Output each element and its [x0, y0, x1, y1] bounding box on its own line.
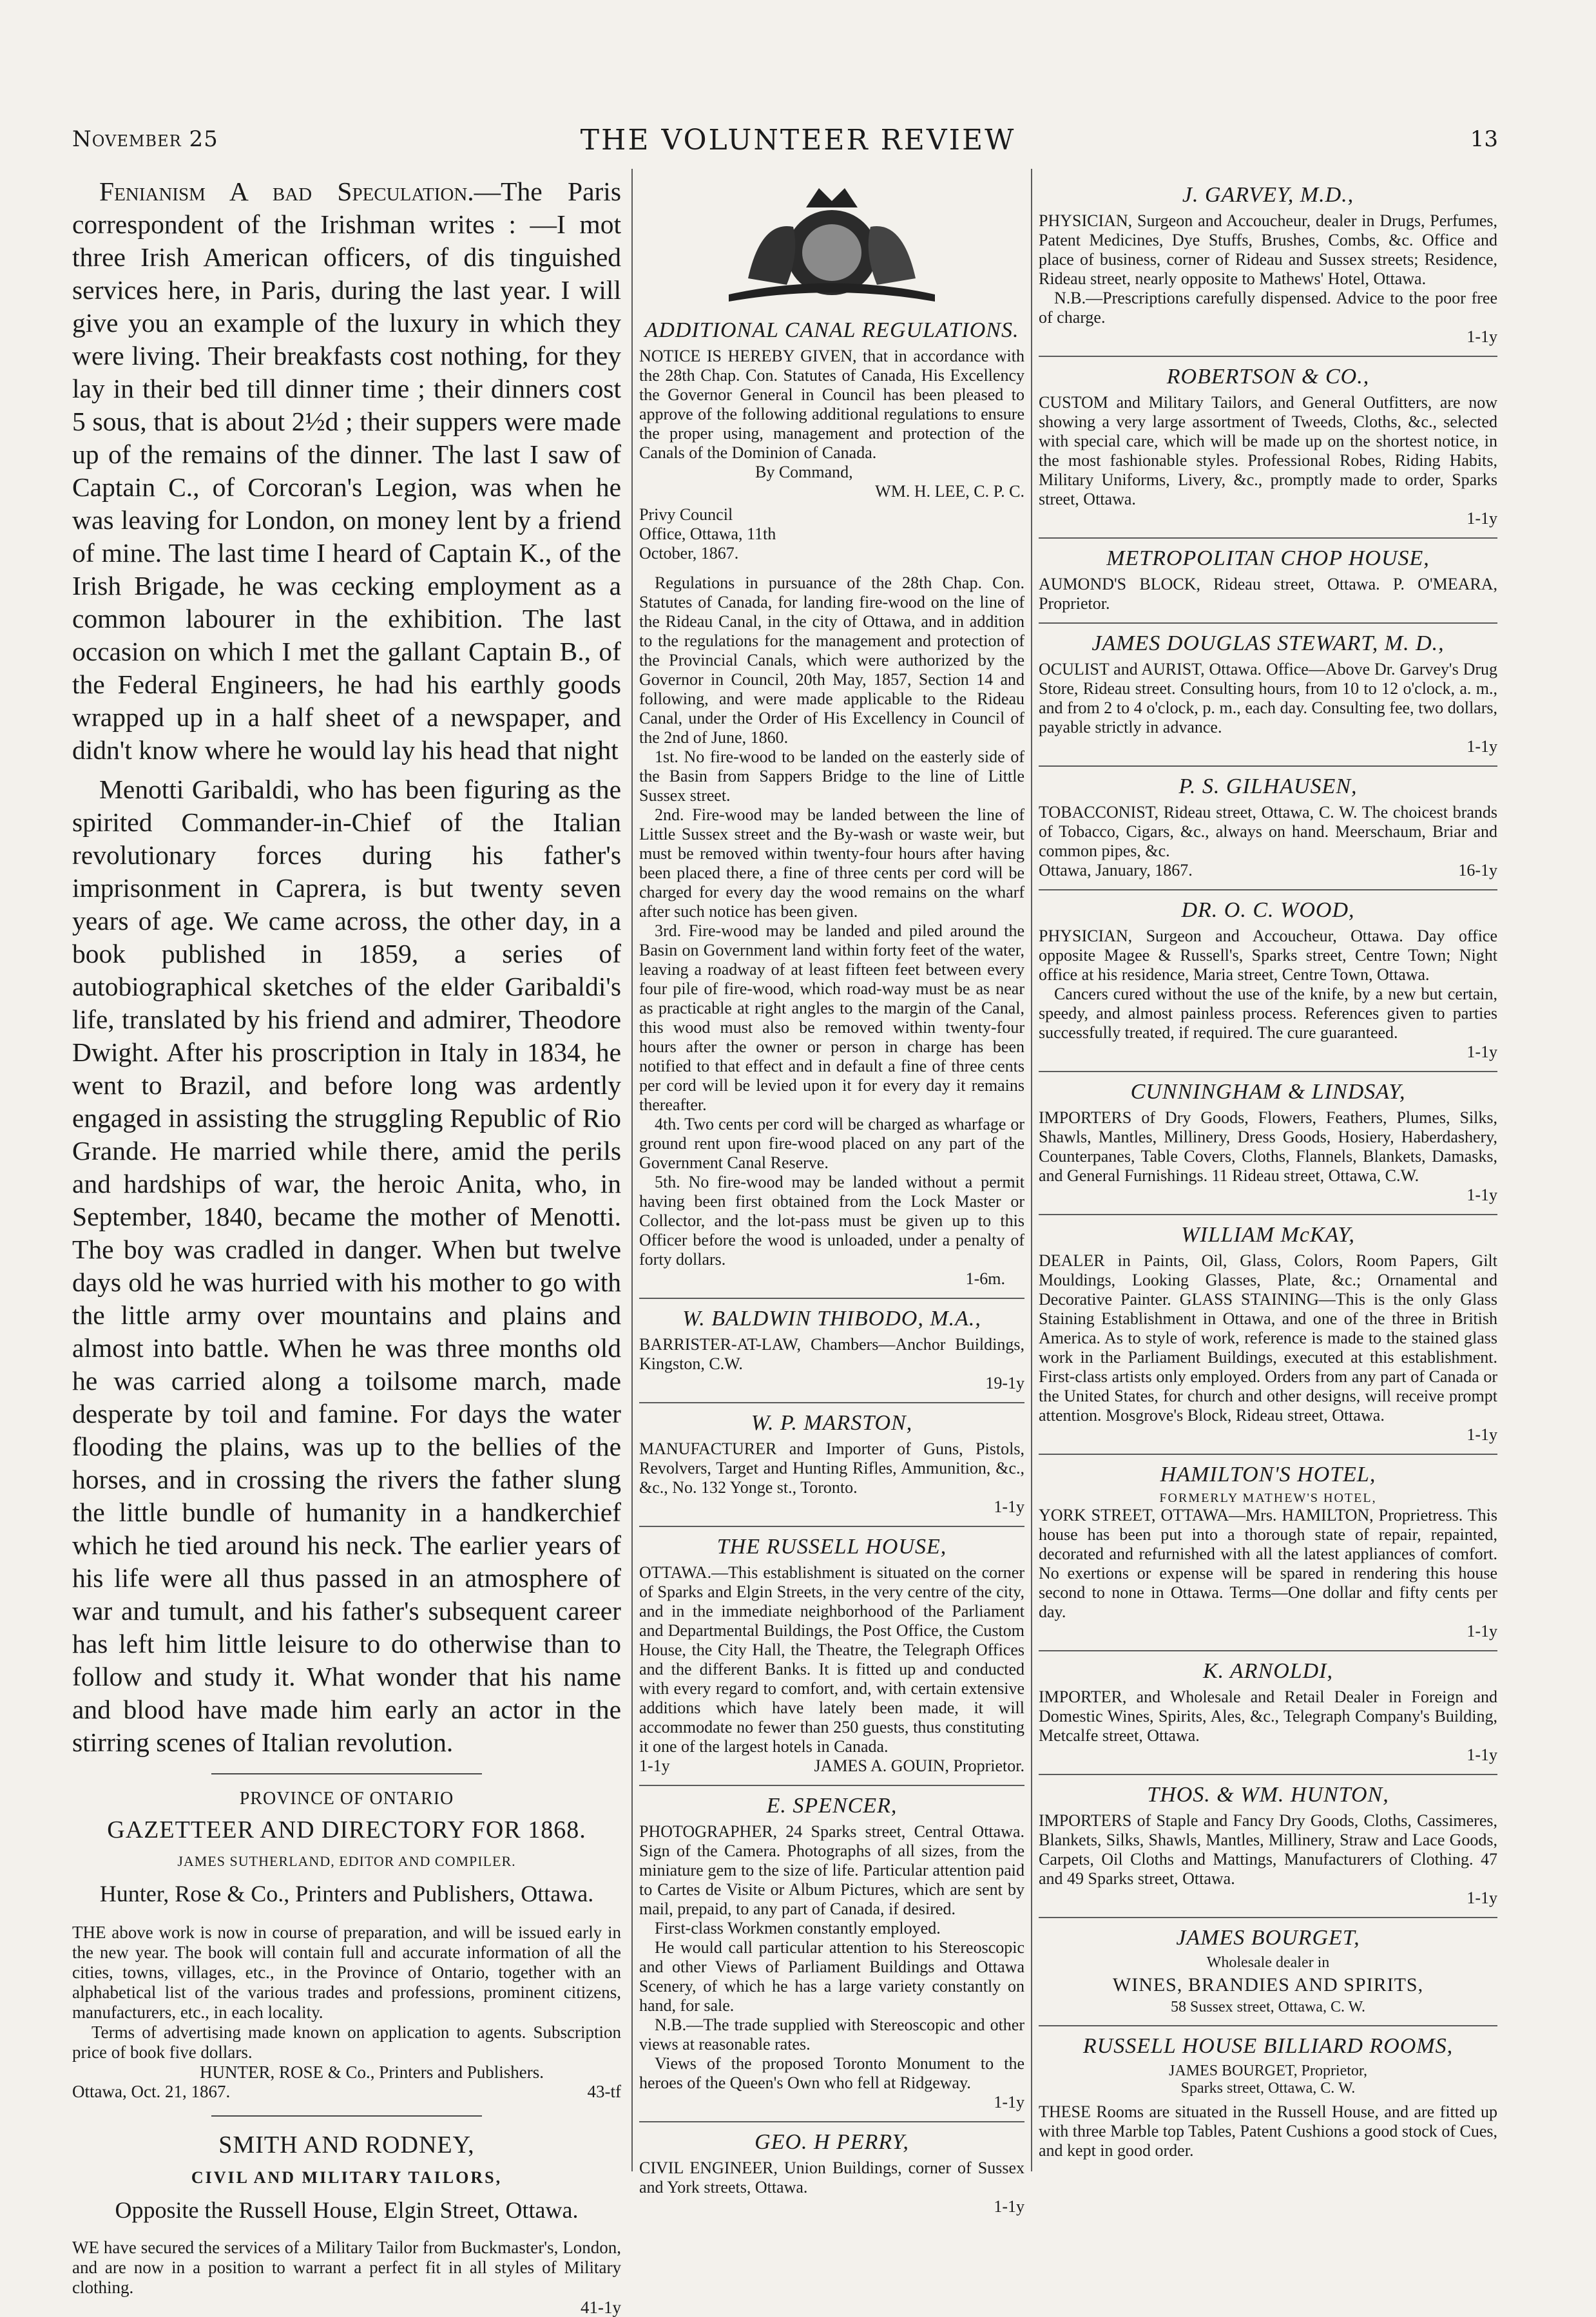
hamilton-hotel-ad [1039, 1455, 1497, 1651]
perry-body: CIVIL ENGINEER, Union Buildings, corner of Sussex and York streets, Ottawa. [639, 2158, 1024, 2197]
thibodo-code: 19-1y [985, 1374, 1024, 1392]
billiard-address: Sparks street, Ottawa, C. W. [1180, 2080, 1356, 2097]
canal-by: By Command, [755, 463, 853, 481]
hunton-title: THOS. & WM. HUNTON, [1147, 1783, 1389, 1807]
smith-rodney-sub: CIVIL AND MILITARY TAILORS, [191, 2168, 503, 2187]
russell-footer [639, 1756, 1024, 1776]
column-rule-1 [631, 169, 633, 2171]
canal-notice: NOTICE IS HEREBY GIVEN, that in accordance with the 28th Chap. Con. Statutes of Canada, His Excellency the Governor General in Council has been pleased to approve of the following additional regulations to ensure the proper using, management and protection of the Canals of the Dominion of Canada. [639, 347, 1024, 462]
spencer-body: PHOTOGRAPHER, 24 Sparks street, Central Ottawa. Sign of the Camera. Photographs of all sizes, from the miniature gem to the size of life. Particular attention paid to Cartes de Visite or Album Pictures, which are sent by mail, prepaid, to any part of Canada, if desired. [639, 1822, 1024, 1918]
canal-office: Privy Council Office, Ottawa, 11th October, 1867. [639, 505, 776, 562]
billiard-rooms-ad [1039, 2026, 1497, 2169]
cunningham-title: CUNNINGHAM & LINDSAY, [1130, 1080, 1406, 1104]
garvey-title: J. GARVEY, M.D., [1182, 183, 1354, 207]
bourget-title: JAMES BOURGET, [1176, 1926, 1360, 1950]
canal-regulations [639, 311, 1024, 1299]
chop-body: AUMOND'S BLOCK, Rideau street, Ottawa. P. O'MEARA, Proprietor. [1039, 575, 1497, 613]
canal-regs: Regulations in pursuance of the 28th Chap. Con. Statutes of Canada, for landing fire-wood on the line of the Rideau Canal, in the city of Ottawa, and in addition to the regulations for the management and protection of the Provincial Canals, which were authorized by the Governor in Council, 20th May, 1857, Section 14 and following, and were made applicable to the Rideau Canal, under the Order of His Excellency in Council of the 2nd of June, 1860. [639, 573, 1024, 747]
robertson-body: CUSTOM and Military Tailors, and General Outfitters, are now showing a very large assortment of Tweeds, Cloths, &c., selected with special care, which will be made up on the shortest notice, in the most fashionable styles. Professional Robes, Riding Habits, Military Uniforms, Livery, &c., promptly made to order, Sparks street, Ottawa. [1039, 393, 1497, 508]
gazetteer-publisher: Hunter, Rose & Co., Printers and Publishers, Ottawa. [99, 1881, 594, 1907]
smith-rodney-address: Opposite the Russell House, Elgin Street, Ottawa. [115, 2197, 579, 2223]
hunton-ad [1039, 1775, 1497, 1918]
bourget-sub: Wholesale dealer in [1206, 1954, 1330, 1971]
royal-coat-of-arms [690, 175, 974, 304]
arnoldi-code: 1-1y [1466, 1745, 1497, 1764]
bourget-address: 58 Sussex street, Ottawa, C. W. [1171, 1999, 1365, 2015]
hamilton-sub: FORMERLY MATHEW'S HOTEL, [1159, 1491, 1377, 1505]
stewart-code: 1-1y [1466, 737, 1497, 756]
gilhausen-body: TOBACCONIST, Rideau street, Ottawa, C. W. The choicest brands of Tobacco, Cigars, &c., always on hand. Meerschaum, Briar and common pipes, &c. [1039, 803, 1497, 860]
russell-code: 1-1y [639, 1756, 670, 1775]
robertson-code: 1-1y [1466, 509, 1497, 528]
gilhausen-title: P. S. GILHAUSEN, [1178, 774, 1358, 798]
divider [211, 2115, 482, 2117]
bourget-goods: WINES, BRANDIES AND SPIRITS, [1112, 1974, 1424, 1995]
wood-title: DR. O. C. WOOD, [1181, 898, 1355, 922]
russell-sign: JAMES A. GOUIN, Proprietor. [814, 1756, 1024, 1775]
spencer-line-2: First-class Workmen constantly employed. [655, 1919, 941, 1937]
canal-code: 1-6m. [965, 1269, 1005, 1288]
spencer-ad [639, 1786, 1024, 2122]
gazetteer-terms: Terms of advertising made known on application to agents. Subscription price of book five dollars. [72, 2023, 621, 2062]
column-rule-2 [1031, 169, 1032, 2171]
spencer-title: E. SPENCER, [766, 1794, 898, 1818]
fenianism-article [72, 175, 621, 1759]
perry-title: GEO. H PERRY, [755, 2130, 909, 2154]
gazetteer-sign: HUNTER, ROSE & Co., Printers and Publishers. [199, 2062, 544, 2082]
smith-rodney-body: WE have secured the services of a Military Tailor from Buckmaster's, London, and are now in a position to warrant a perfect fit in all styles of Military clothing. [72, 2238, 621, 2297]
chop-title: METROPOLITAN CHOP HOUSE, [1106, 546, 1430, 570]
russell-title: THE RUSSELL HOUSE, [716, 1535, 947, 1559]
russell-body: OTTAWA.—This establishment is situated on the corner of Sparks and Elgin Streets, in the very centre of the city, and in the immediate neighborhood of the Parliament and Departmental Buildings, the Post Office, the Custom House, the City Hall, the Theatre, the Telegraph Offices and the different Banks. It is fitted up and conducted with every regard to comfort, and, with certain extensive additions which have lately been made, it will accommodate no fewer than 250 guests, thus constituting it one of the largest hotels in Canada. [639, 1563, 1024, 1756]
arnoldi-title: K. ARNOLDI, [1202, 1659, 1334, 1683]
wood-line-2: Cancers cured without the use of the knife, by a new but certain, speedy, and almost painless process. References given to parties successfully treated, if required. The cure guaranteed. [1039, 985, 1497, 1042]
garvey-body: PHYSICIAN, Surgeon and Accoucheur, dealer in Drugs, Perfumes, Patent Medicines, Dye Stuffs, Brushes, Combs, &c. Office and place of business, corner of Rideau and Sussex streets; Residence, Rideau street, nearly opposite to Mathews' Hotel, Ottawa. [1039, 211, 1497, 288]
gilhausen-date: Ottawa, January, 1867. [1039, 861, 1193, 880]
robertson-title: ROBERTSON & CO., [1166, 365, 1370, 389]
stewart-title: JAMES DOUGLAS STEWART, M. D., [1091, 631, 1445, 655]
canal-title: ADDITIONAL CANAL REGULATIONS. [644, 318, 1019, 342]
stewart-ad [1039, 624, 1497, 767]
gazetteer-code: 43-tf [587, 2082, 621, 2101]
chop-house-ad [1039, 539, 1497, 624]
hunton-code: 1-1y [1466, 1889, 1497, 1907]
thibodo-body: BARRISTER-AT-LAW, Chambers—Anchor Buildings, Kingston, C.W. [639, 1335, 1024, 1373]
billiard-proprietor: JAMES BOURGET, Proprietor, [1169, 2062, 1367, 2079]
menotti-article: Menotti Garibaldi, who has been figuring as the spirited Commander-in-Chief of the Italian revolutionary forces during his father's imprisonment in Caprera, is but twenty seven years of age. We came across, the other day, in a book published in 1859, a series of autobiographical sketches of the elder Garibaldi's life, translated by his friend and admirer, Theodore Dwight. After his proscription in Italy in 1834, he went to Brazil, and before long was ardently engaged in assisting the struggling Republic of Rio Grande. He married while there, amid the perils and hardships of war, the heroic Anita, who, in September, 1840, became the mother of Menotti. The boy was cradled in danger. When but twelve days old he was hurried with his mother to go with the little army over mountains and plains and almost into battle. When he was three months old he was carried along a toilsome march, made desperate by toil and famine. For days the water flooding the plains, was up to the bellies of the horses, and in crossing the rivers the father slung the little bundle of humanity in a handkerchief which he tied around his neck. The earlier years of his life were all thus passed in an atmosphere of war and tumult, and his father's subsequent career has left him little leisure to do otherwise than to follow and study it. What wonder that his name and blood have made him early an actor in the stirring scenes of Italian revolution. [72, 774, 621, 1757]
masthead-title: THE VOLUNTEER REVIEW [580, 124, 1016, 157]
spencer-line-5: Views of the proposed Toronto Monument to the heroes of the Queen's Own who fell at Ridgeway. [639, 2054, 1024, 2092]
gazetteer-footer [72, 2082, 621, 2101]
canal-reg-5: 5th. No fire-wood may be landed without a permit having been first obtained from the Lock Master or Collector, and the lot-pass must be given up to this Officer before the wood is unloaded, under a penalty of forty dollars. [639, 1173, 1024, 1269]
fenianism-text: —The Paris correspondent of the Irishman writes : —I mot three Irish American officers, of dis tinguished services here, in Paris, during the last year. I will give you an example of the luxury in which they were living. Their breakfasts cost nothing, for they lay in their bed till dinner time ; their dinners cost 5 sous, that is about 2½d ; their suppers were made up of the remains of the dinner. The last I saw of Captain C., of Corcoran's Legion, was when he was leaving for London, on money lent by a friend of mine. The last time I heard of Captain K., of the Irish Brigade, he was cecking employment as a common labourer in the exhibition. The last occasion on which I met the gallant Captain B., of the Federal Engineers, he had his earthly goods wrapped up in a half sheet of a newspaper, and didn't know where he would lay his head that night [72, 177, 621, 765]
garvey-nb: N.B.—Prescriptions carefully dispensed. Advice to the poor free of charge. [1039, 289, 1497, 327]
perry-code: 1-1y [994, 2197, 1024, 2216]
thibodo-ad [639, 1299, 1024, 1403]
spencer-code: 1-1y [994, 2093, 1024, 2111]
smith-rodney-title: SMITH AND RODNEY, [218, 2131, 475, 2158]
column-2 [639, 175, 1024, 2226]
gilhausen-ad [1039, 767, 1497, 890]
gazetteer-kicker: PROVINCE OF ONTARIO [239, 1789, 454, 1809]
garvey-ad [1039, 175, 1497, 357]
billiard-body: THESE Rooms are situated in the Russell House, and are fitted up with three Marble top Tables, Patent Cushions a good stock of Cues, and kept in good order. [1039, 2102, 1497, 2160]
canal-reg-1: 1st. No fire-wood to be landed on the easterly side of the Basin from Sappers Bridge to the line of Little Sussex street. [639, 747, 1024, 805]
mckay-body: DEALER in Paints, Oil, Glass, Colors, Room Papers, Gilt Mouldings, Looking Glasses, Plate, &c.; Ornamental and Decorative Painter. GLASS STAINING—This is the only Glass Staining Establishment in Ottawa, and one of the three in British America. As to style of work, reference is made to the stained glass work in the Parliament Buildings, executed at this establishment. First-class artists only employed. Orders from any part of Canada or the United States, for church and other designs, will receive prompt attention. Mosgrove's Block, Rideau street, Ottawa. [1039, 1251, 1497, 1425]
robertson-ad [1039, 357, 1497, 539]
garvey-code: 1-1y [1466, 327, 1497, 346]
canal-reg-3: 3rd. Fire-wood may be landed and piled around the Basin on Government land within forty feet of the water, leaving a roadway of at least fifteen feet between every four pile of fire-wood, which road-way must be as near as practicable at right angles to the margin of the Canal, this wood must also be removed within twenty-four hours after the owner or person in charge has been notified to that effect and in default a fine of three cents per cord will be levied upon it for every day it remains thereafter. [639, 921, 1024, 1114]
bourget-ad [1039, 1918, 1497, 2026]
issue-date: November 25 [72, 126, 218, 152]
fenianism-lead: Fenianism A bad Speculation. [99, 177, 474, 206]
column-1 [72, 175, 621, 2317]
stewart-body: OCULIST and AURIST, Ottawa. Office—Above Dr. Garvey's Drug Store, Rideau street. Consulting hours, from 10 to 12 o'clock, a. m., and from 2 to 4 o'clock, p. m., each day. Consulting fee, two dollars, payable strictly in advance. [1039, 660, 1497, 736]
marston-title: W. P. MARSTON, [751, 1411, 913, 1435]
hamilton-body: YORK STREET, OTTAWA—Mrs. HAMILTON, Proprietress. This house has been put into a thorough state of repair, repainted, decorated and refurnished with all the latest appliances of comfort. No exertions or expense will be spared in rendering this house second to none in Ottawa. Terms—One dollar and fifty cents per day. [1039, 1506, 1497, 1621]
spencer-line-3: He would call particular attention to his Stereoscopic and other Views of Parliament Buildings and Ottawa Scenery, of which he has a large variety constantly on hand, for sale. [639, 1938, 1024, 2015]
hamilton-code: 1-1y [1466, 1622, 1497, 1640]
perry-ad [639, 2122, 1024, 2226]
spencer-line-4: N.B.—The trade supplied with Stereoscopic and other views at reasonable rates. [639, 2015, 1024, 2053]
cunningham-body: IMPORTERS of Dry Goods, Flowers, Feathers, Plumes, Silks, Shawls, Mantles, Millinery, Dress Goods, Hosiery, Haberdashery, Counterpanes, Table Covers, Cloths, Flannels, Blankets, Damasks, and General Furnishings. 11 Rideau street, Ottawa, C.W. [1039, 1108, 1497, 1185]
gilhausen-code: 16-1y [1458, 861, 1497, 880]
canal-sign: WM. H. LEE, C. P. C. [875, 482, 1024, 501]
hamilton-title: HAMILTON'S HOTEL, [1160, 1463, 1376, 1486]
mckay-ad [1039, 1215, 1497, 1455]
gilhausen-footer [1039, 861, 1497, 880]
mckay-code: 1-1y [1466, 1425, 1497, 1444]
cunningham-ad [1039, 1072, 1497, 1215]
marston-body: MANUFACTURER and Importer of Guns, Pistols, Revolvers, Target and Hunting Rifles, Ammunition, &c., &c., No. 132 Yonge st., Toronto. [639, 1439, 1024, 1497]
page-number: 13 [1470, 126, 1498, 152]
gazetteer-date: Ottawa, Oct. 21, 1867. [72, 2082, 231, 2101]
gazetteer-body: THE above work is now in course of preparation, and will be issued early in the new year. The book will contain full and accurate information of all the cities, towns, villages, etc., in the Province of Ontario, together with an alphabetical list of the various trades and professions, prominent citizens, manufacturers, etc., in each locality. [72, 1923, 621, 2022]
russell-house-ad [639, 1527, 1024, 1786]
marston-code: 1-1y [994, 1497, 1024, 1516]
page-header [0, 126, 1596, 165]
wood-ad [1039, 890, 1497, 1072]
smith-rodney-code: 41-1y [581, 2298, 621, 2317]
thibodo-title: W. BALDWIN THIBODO, M.A., [682, 1307, 981, 1331]
column-3 [1039, 175, 1497, 2169]
billiard-title: RUSSELL HOUSE BILLIARD ROOMS, [1082, 2034, 1454, 2058]
mckay-title: WILLIAM McKAY, [1181, 1223, 1355, 1247]
gazetteer-editor: JAMES SUTHERLAND, EDITOR AND COMPILER. [177, 1853, 516, 1869]
wood-body: PHYSICIAN, Surgeon and Accoucheur, Ottawa. Day office opposite Magee & Russell's, Sparks street, Centre Town; Night office at his residence, Maria street, Centre Town, Ottawa. [1039, 927, 1497, 984]
cunningham-code: 1-1y [1466, 1186, 1497, 1204]
divider [211, 1773, 482, 1774]
gazetteer-title: GAZETTEER AND DIRECTORY FOR 1868. [107, 1816, 586, 1843]
arnoldi-body: IMPORTER, and Wholesale and Retail Dealer in Foreign and Domestic Wines, Spirits, Ales, &c., Telegraph Company's Building, Metcalfe street, Ottawa. [1039, 1687, 1497, 1745]
wood-code: 1-1y [1466, 1043, 1497, 1061]
canal-reg-2: 2nd. Fire-wood may be landed between the line of Little Sussex street and the By-wash or waste weir, but must be removed within twenty-four hours after having been placed there, a fine of three cents per cord will be charged for every day the wood remains on the wharf after such notice has been given. [639, 805, 1024, 921]
arnoldi-ad [1039, 1651, 1497, 1775]
hunton-body: IMPORTERS of Staple and Fancy Dry Goods, Cloths, Cassimeres, Blankets, Silks, Shawls, Mantles, Millinery, Straw and Lace Goods, Carpets, Oil Cloths and Mattings, Manufacturers of Clothing. 47 and 49 Sparks street, Ottawa. [1039, 1811, 1497, 1888]
marston-ad [639, 1403, 1024, 1527]
canal-reg-4: 4th. Two cents per cord will be charged as wharfage or ground rent upon fire-wood placed on any part of the Government Canal Reserve. [639, 1115, 1024, 1172]
